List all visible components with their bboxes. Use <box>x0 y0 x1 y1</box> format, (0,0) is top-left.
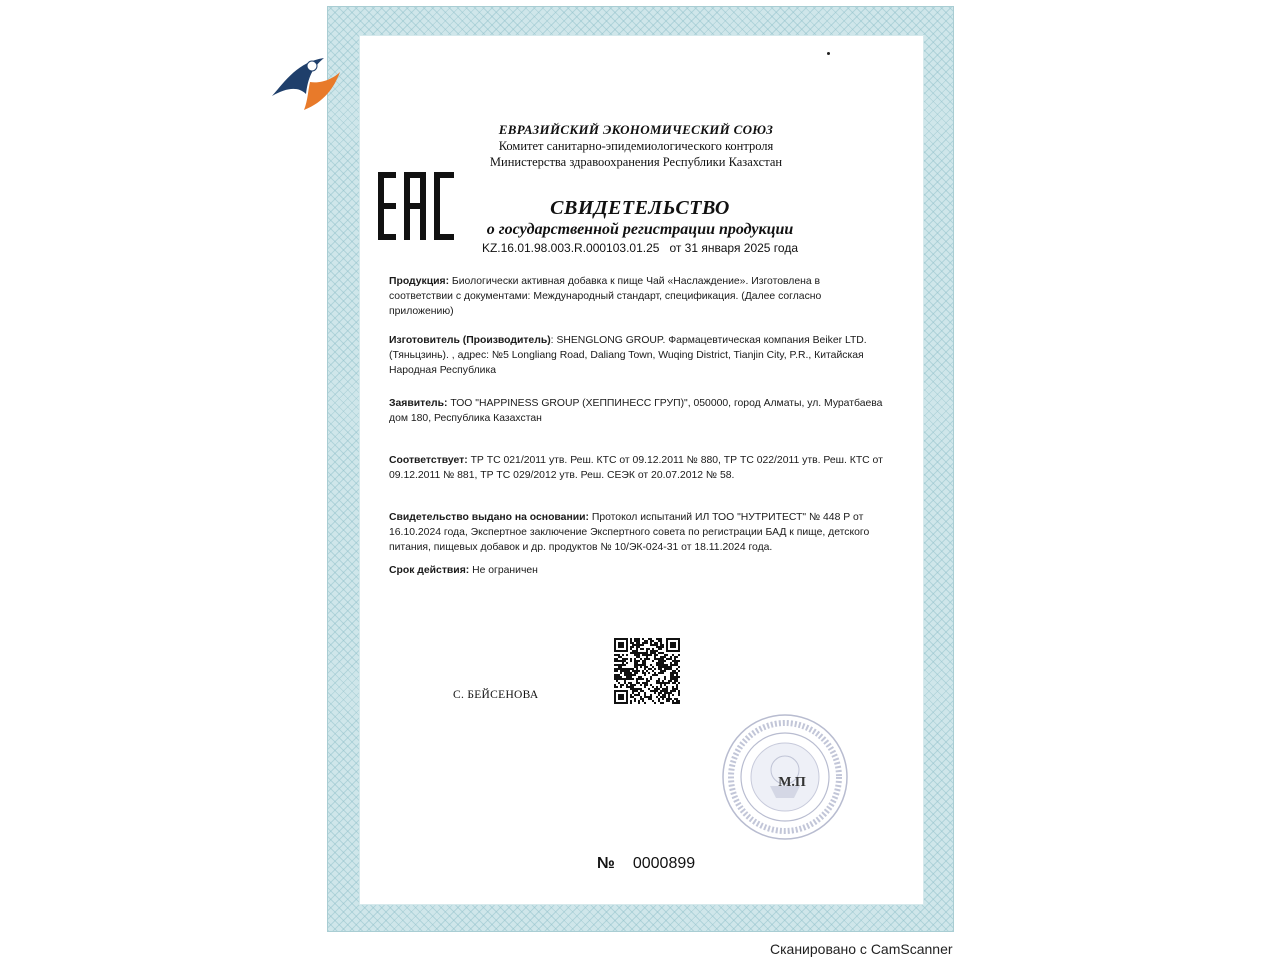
eaeu-emblem-icon <box>268 54 344 114</box>
conforms-section <box>389 454 885 484</box>
product-label: Продукция: <box>389 276 450 287</box>
qr-code[interactable] <box>614 638 680 704</box>
basis-section <box>389 511 885 555</box>
org-line-1: ЕВРАЗИЙСКИЙ ЭКОНОМИЧЕСКИЙ СОЮЗ <box>498 122 774 137</box>
eac-mark-icon <box>376 170 456 242</box>
signer-name: С. БЕЙСЕНОВА <box>453 689 539 701</box>
applicant-section <box>389 397 885 427</box>
title-subtitle: о государственной регистрации продукции <box>486 221 794 238</box>
official-stamp <box>720 712 850 842</box>
certificate-title <box>460 196 820 256</box>
serial-value: 0000899 <box>632 855 696 872</box>
conforms-text: ТР ТС 021/2011 утв. Реш. КТС от 09.12.2011 № 880, ТР ТС 022/2011 утв. Реш. КТС от 09.12.2011 № 881, ТР ТС 029/2012 утв. Реш. СЕЭК от 20.07.2012 № 58. <box>389 455 883 481</box>
conforms-label: Соответствует: <box>389 455 468 466</box>
registration-number: KZ.16.01.98.003.R.000103.01.25 от 31 января 2025 года <box>481 241 799 255</box>
issuing-organization <box>356 121 916 170</box>
applicant-text: ТОО "HAPPINESS GROUP (ХЕППИНЕСС ГРУП)", 050000, город Алматы, ул. Муратбаева дом 180, Республика Казахстан <box>389 398 883 424</box>
manufacturer-label: Изготовитель (Производитель) <box>389 335 551 346</box>
scanner-watermark: Сканировано с CamScanner <box>770 941 953 957</box>
product-section <box>389 275 885 319</box>
product-text: Биологически активная добавка к пище Чай «Наслаждение». Изготовлена в соответствии с документами: Международный стандарт, спецификация. (Далее согласно приложению) <box>389 276 822 317</box>
manufacturer-section <box>389 334 885 378</box>
basis-text: Протокол испытаний ИЛ ТОО "НУТРИТЕСТ" № 448 Р от 16.10.2024 года, Экспертное заключение Экспертного совета по регистрации БАД к пище, детского питания, пищевых добавок и др. продуктов № 10/ЭК-024-31 от 18.11.2024 года. <box>389 512 870 553</box>
applicant-label: Заявитель: <box>389 398 448 409</box>
scan-speck <box>827 52 830 55</box>
serial-prefix: № <box>597 855 615 872</box>
basis-label: Свидетельство выдано на основании: <box>389 512 589 523</box>
validity-section <box>389 564 885 579</box>
validity-text: Не ограничен <box>469 565 538 576</box>
stamp-label: М.П <box>778 775 806 790</box>
serial-number <box>597 855 695 873</box>
validity-label: Срок действия: <box>389 565 470 576</box>
manufacturer-text: : SHENGLONG GROUP. Фармацевтическая компания Beiker LTD. (Тяньцзинь). , адрес: №5 Longliang Road, Daliang Town, Wuqing District, Tianjin City, P.R., Китайская Народная Республика <box>389 335 867 376</box>
title-main: СВИДЕТЕЛЬСТВО <box>550 197 730 219</box>
org-line-3: Министерства здравоохранения Республики Казахстан <box>489 155 783 169</box>
org-line-2: Комитет санитарно-эпидемиологического контроля <box>498 139 774 153</box>
